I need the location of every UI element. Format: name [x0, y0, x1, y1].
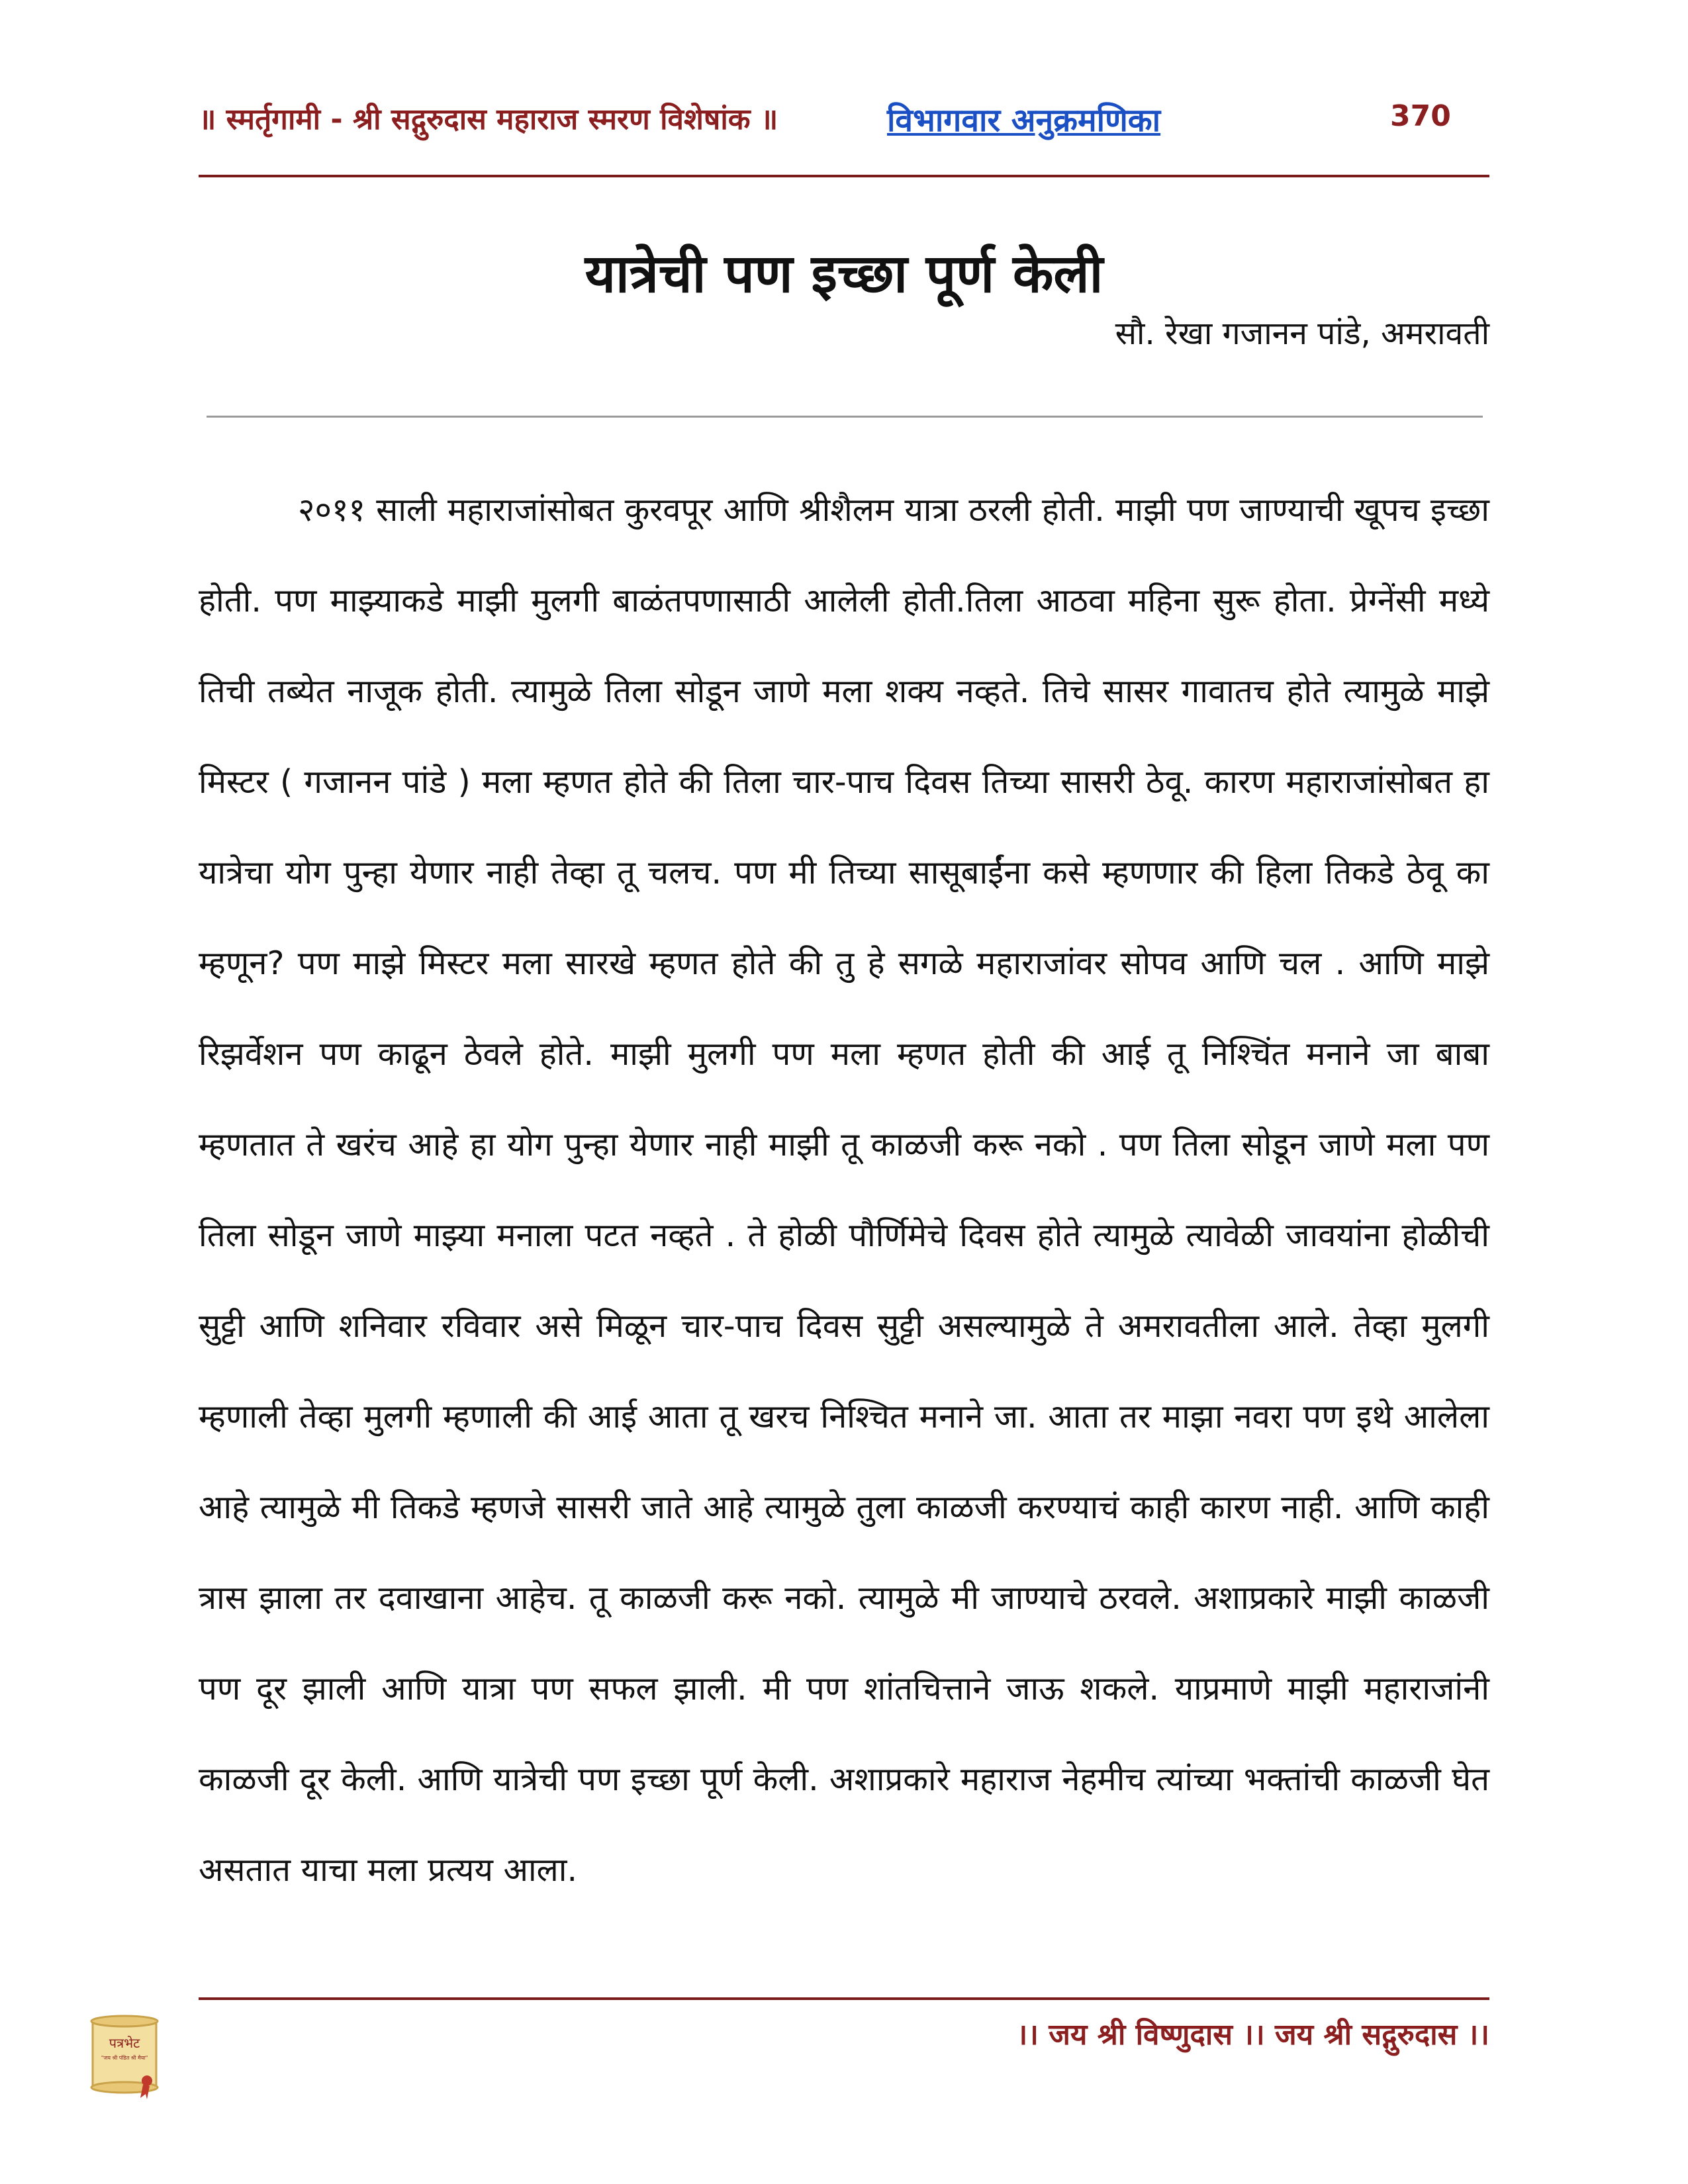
scroll-icon	[86, 2013, 165, 2106]
page-number: 370	[1390, 99, 1451, 133]
logo-tagline: "जय श्री पंडित श्री मैया"	[101, 2055, 148, 2061]
patrabhet-logo	[86, 2013, 165, 2106]
section-index-link[interactable]: विभागवार अनुक्रमणिका	[887, 102, 1161, 139]
footer-blessing: ।। जय श्री विष्णुदास ।। जय श्री सद्गुरुदास ।।	[1016, 2018, 1489, 2052]
article-author: सौ. रेखा गजानन पांडे, अमरावती	[1115, 315, 1489, 352]
article-title: यात्रेची पण इच्छा पूर्ण केली	[585, 242, 1103, 304]
article-paragraph: २०११ साली महाराजांसोबत कुरवपूर आणि श्रीशैलम यात्रा ठरली होती. माझी पण जाण्याची खूपच इच्छा होती. पण माझ्याकडे माझी मुलगी बाळंतपणासाठी आलेली होती.तिला आठवा महिना सुरू होता. प्रेग्नेंसी मध्ये तिची तब्येत नाजूक होती. त्यामुळे तिला सोडून जाणे मला शक्य नव्हते. तिचे सासर गावातच होते त्यामुळे माझे मिस्टर ( गजानन पांडे ) मला म्हणत होते की तिला चार-पाच दिवस तिच्या सासरी ठेवू. कारण महाराजांसोबत हा यात्रेचा योग पुन्हा येणार नाही तेव्हा तू चलच. पण मी तिच्या सासूबाईंना कसे म्हणणार की हिला तिकडे ठेवू का म्हणून? पण माझे मिस्टर मला सारखे म्हणत होते की तु हे सगळे महाराजांवर सोपव आणि चल . आणि माझे रिझर्वेशन पण काढून ठेवले होते. माझी मुलगी पण मला म्हणत होती की आई तू निश्चिंत मनाने जा बाबा म्हणतात ते खरंच आहे हा योग पुन्हा येणार नाही माझी तू काळजी करू नको . पण तिला सोडून जाणे मला पण तिला सोडून जाणे माझ्या मनाला पटत नव्हते . ते होळी पौर्णिमेचे दिवस होते त्यामुळे त्यावेळी जावयांना होळीची सुट्टी आणि शनिवार रविवार असे मिळून चार-पाच दिवस सुट्टी असल्यामुळे ते अमरावतीला आले. तेव्हा मुलगी म्हणाली तेव्हा मुलगी म्हणाली की आई आता तू खरच निश्चित मनाने जा. आता तर माझा नवरा पण इथे आलेला आहे त्यामुळे मी तिकडे म्हणजे सासरी जाते आहे त्यामुळे तुला काळजी करण्याचं काही कारण नाही. आणि काही त्रास झाला तर दवाखाना आहेच. तू काळजी करू नको. त्यामुळे मी जाण्याचे ठरवले. अशाप्रकारे माझी काळजी पण दूर झाली आणि यात्रा पण सफल झाली. मी पण शांतचित्ताने जाऊ शकले. याप्रमाणे माझी महाराजांनी काळजी दूर केली. आणि यात्रेची पण इच्छा पूर्ण केली. अशाप्रकारे महाराज नेहमीच त्यांच्या भक्तांची काळजी घेत असतात याचा मला प्रत्यय आला.	[199, 491, 1489, 1889]
footer-divider	[199, 1997, 1489, 2000]
header-divider	[199, 175, 1489, 177]
page-header	[199, 98, 1489, 151]
article-body	[199, 465, 1489, 1915]
author-divider	[207, 416, 1483, 418]
logo-label: पत्रभेट	[109, 2035, 140, 2051]
publication-title: ॥ स्मर्तृगामी - श्री सद्गुरुदास महाराज स्मरण विशेषांक ॥	[199, 103, 778, 136]
